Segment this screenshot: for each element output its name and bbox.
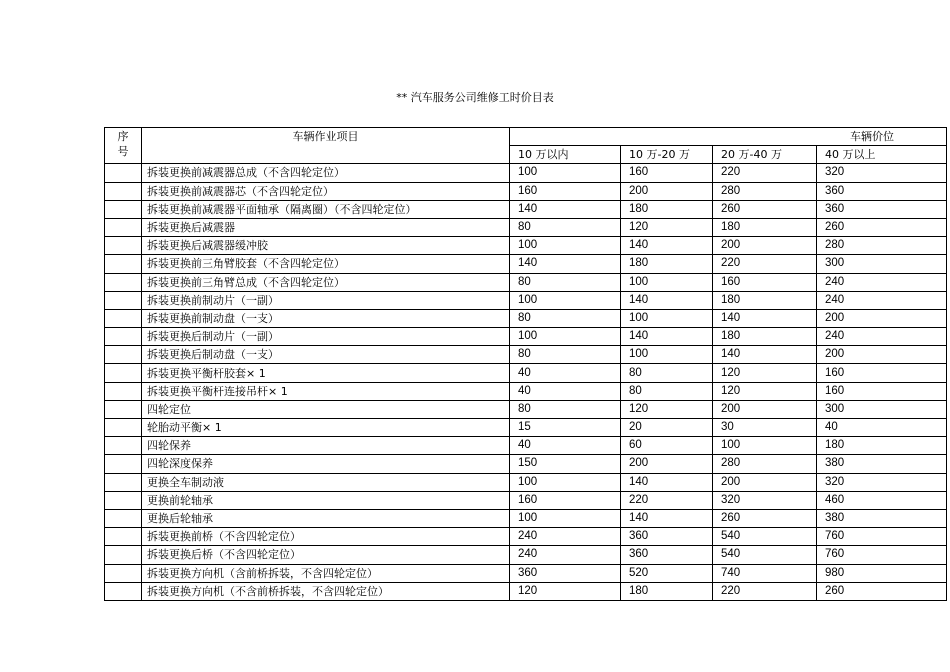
row-item-cell: 拆装更换前三角臂胶套（不含四轮定位） (142, 255, 510, 273)
header-seq-line2: 号 (117, 145, 129, 158)
row-price-cell: 460 (817, 491, 947, 509)
table-row (105, 218, 947, 236)
row-price-cell: 540 (713, 546, 817, 564)
row-price-cell: 220 (713, 582, 817, 600)
header-seq (105, 128, 142, 164)
row-item-cell: 拆装更换前制动片（一副） (142, 291, 510, 309)
row-price-cell: 15 (510, 419, 621, 437)
row-price-cell: 30 (713, 419, 817, 437)
row-price-cell: 300 (817, 400, 947, 418)
row-price-cell: 380 (817, 509, 947, 527)
row-seq-cell (105, 564, 142, 582)
row-price-cell: 100 (510, 509, 621, 527)
row-item-cell: 拆装更换方向机（含前桥拆装，不含四轮定位） (142, 564, 510, 582)
table-row (105, 419, 947, 437)
row-seq-cell (105, 491, 142, 509)
table-row (105, 346, 947, 364)
row-price-cell: 100 (621, 346, 713, 364)
header-tier-1: 10 万以内 (510, 146, 621, 164)
row-price-cell: 200 (621, 455, 713, 473)
row-item-cell: 拆装更换前减震器总成（不含四轮定位） (142, 164, 510, 182)
table-row (105, 382, 947, 400)
row-price-cell: 360 (621, 528, 713, 546)
table-row (105, 309, 947, 327)
row-price-cell: 240 (510, 546, 621, 564)
row-seq-cell (105, 346, 142, 364)
row-seq-cell (105, 218, 142, 236)
header-seq-line1: 序 (117, 130, 129, 143)
row-price-cell: 100 (713, 437, 817, 455)
row-item-cell: 拆装更换后减震器 (142, 218, 510, 236)
row-price-cell: 540 (713, 528, 817, 546)
row-price-cell: 200 (713, 473, 817, 491)
row-price-cell: 280 (713, 455, 817, 473)
table-row (105, 528, 947, 546)
row-price-cell: 100 (510, 291, 621, 309)
row-item-cell: 拆装更换后减震器缓冲胶 (142, 237, 510, 255)
table-row (105, 200, 947, 218)
row-price-cell: 140 (713, 346, 817, 364)
row-price-cell: 140 (510, 200, 621, 218)
row-price-cell: 180 (713, 328, 817, 346)
row-item-cell: 更换前轮轴承 (142, 491, 510, 509)
table-row (105, 364, 947, 382)
row-price-cell: 120 (713, 364, 817, 382)
row-price-cell: 760 (817, 546, 947, 564)
row-price-cell: 100 (510, 473, 621, 491)
row-price-cell: 100 (510, 237, 621, 255)
row-price-cell: 180 (817, 437, 947, 455)
row-price-cell: 160 (510, 491, 621, 509)
row-seq-cell (105, 528, 142, 546)
row-price-cell: 240 (817, 328, 947, 346)
row-price-cell: 180 (621, 200, 713, 218)
row-price-cell: 280 (713, 182, 817, 200)
row-seq-cell (105, 255, 142, 273)
row-price-cell: 980 (817, 564, 947, 582)
row-price-cell: 180 (713, 291, 817, 309)
row-seq-cell (105, 364, 142, 382)
row-seq-cell (105, 455, 142, 473)
row-price-cell: 180 (621, 255, 713, 273)
table-row (105, 164, 947, 182)
row-price-cell: 100 (621, 309, 713, 327)
price-table-body (105, 128, 947, 601)
row-price-cell: 80 (510, 400, 621, 418)
row-price-cell: 80 (510, 273, 621, 291)
row-price-cell: 100 (510, 164, 621, 182)
row-price-cell: 200 (817, 346, 947, 364)
row-price-cell: 80 (510, 309, 621, 327)
row-price-cell: 380 (817, 455, 947, 473)
row-item-cell: 四轮保养 (142, 437, 510, 455)
table-row (105, 437, 947, 455)
row-seq-cell (105, 291, 142, 309)
row-price-cell: 520 (621, 564, 713, 582)
row-item-cell: 四轮深度保养 (142, 455, 510, 473)
table-row (105, 255, 947, 273)
row-price-cell: 120 (621, 400, 713, 418)
row-item-cell: 拆装更换后制动片（一副） (142, 328, 510, 346)
row-price-cell: 140 (510, 255, 621, 273)
row-price-cell: 320 (817, 473, 947, 491)
row-seq-cell (105, 237, 142, 255)
header-tier-4: 40 万以上 (817, 146, 947, 164)
row-item-cell: 更换全车制动液 (142, 473, 510, 491)
row-price-cell: 120 (621, 218, 713, 236)
row-price-cell: 120 (510, 582, 621, 600)
row-seq-cell (105, 164, 142, 182)
table-row (105, 546, 947, 564)
row-price-cell: 200 (713, 237, 817, 255)
row-price-cell: 220 (713, 255, 817, 273)
row-price-cell: 150 (510, 455, 621, 473)
row-price-cell: 260 (713, 509, 817, 527)
row-price-cell: 360 (510, 564, 621, 582)
table-row (105, 455, 947, 473)
row-price-cell: 40 (817, 419, 947, 437)
row-price-cell: 360 (817, 200, 947, 218)
row-item-cell: 拆装更换前桥（不含四轮定位） (142, 528, 510, 546)
row-price-cell: 140 (621, 237, 713, 255)
header-price-group: 车辆价位 (510, 128, 947, 146)
table-row (105, 291, 947, 309)
row-item-cell: 拆装更换前三角臂总成（不含四轮定位） (142, 273, 510, 291)
row-price-cell: 180 (621, 582, 713, 600)
table-row (105, 182, 947, 200)
row-price-cell: 140 (621, 328, 713, 346)
table-row (105, 491, 947, 509)
row-price-cell: 20 (621, 419, 713, 437)
row-seq-cell (105, 273, 142, 291)
row-price-cell: 140 (621, 509, 713, 527)
row-price-cell: 280 (817, 237, 947, 255)
header-tier-3: 20 万-40 万 (713, 146, 817, 164)
row-seq-cell (105, 200, 142, 218)
row-seq-cell (105, 382, 142, 400)
row-price-cell: 160 (510, 182, 621, 200)
row-price-cell: 240 (817, 291, 947, 309)
row-price-cell: 360 (817, 182, 947, 200)
row-price-cell: 240 (510, 528, 621, 546)
row-item-cell: 拆装更换平衡杆胶套× 1 (142, 364, 510, 382)
row-price-cell: 200 (817, 309, 947, 327)
row-price-cell: 100 (621, 273, 713, 291)
table-row (105, 582, 947, 600)
row-price-cell: 60 (621, 437, 713, 455)
row-seq-cell (105, 400, 142, 418)
row-price-cell: 180 (713, 218, 817, 236)
row-seq-cell (105, 473, 142, 491)
row-item-cell: 拆装更换后制动盘（一支） (142, 346, 510, 364)
row-seq-cell (105, 309, 142, 327)
row-item-cell: 拆装更换前减震器芯（不含四轮定位） (142, 182, 510, 200)
row-seq-cell (105, 328, 142, 346)
row-price-cell: 160 (817, 364, 947, 382)
row-price-cell: 320 (817, 164, 947, 182)
row-price-cell: 100 (510, 328, 621, 346)
row-price-cell: 140 (713, 309, 817, 327)
header-row-1 (105, 128, 947, 146)
table-row (105, 237, 947, 255)
row-price-cell: 740 (713, 564, 817, 582)
row-price-cell: 200 (621, 182, 713, 200)
table-row (105, 564, 947, 582)
row-seq-cell (105, 437, 142, 455)
table-row (105, 509, 947, 527)
row-seq-cell (105, 509, 142, 527)
row-seq-cell (105, 419, 142, 437)
row-price-cell: 140 (621, 473, 713, 491)
row-price-cell: 220 (713, 164, 817, 182)
row-price-cell: 140 (621, 291, 713, 309)
row-price-cell: 40 (510, 382, 621, 400)
row-item-cell: 四轮定位 (142, 400, 510, 418)
document-title: ** 汽车服务公司维修工时价目表 (396, 91, 554, 104)
row-price-cell: 160 (817, 382, 947, 400)
row-price-cell: 240 (817, 273, 947, 291)
row-price-cell: 360 (621, 546, 713, 564)
row-item-cell: 拆装更换平衡杆连接吊杆× 1 (142, 382, 510, 400)
row-price-cell: 40 (510, 437, 621, 455)
row-price-cell: 80 (621, 364, 713, 382)
row-price-cell: 320 (713, 491, 817, 509)
row-item-cell: 拆装更换方向机（不含前桥拆装，不含四轮定位） (142, 582, 510, 600)
row-seq-cell (105, 546, 142, 564)
row-price-cell: 160 (621, 164, 713, 182)
row-seq-cell (105, 582, 142, 600)
table-row (105, 473, 947, 491)
table-row (105, 400, 947, 418)
row-item-cell: 轮胎动平衡× 1 (142, 419, 510, 437)
row-price-cell: 220 (621, 491, 713, 509)
row-item-cell: 拆装更换前制动盘（一支） (142, 309, 510, 327)
table-row (105, 273, 947, 291)
header-tier-2: 10 万-20 万 (621, 146, 713, 164)
row-price-cell: 80 (510, 218, 621, 236)
table-row (105, 328, 947, 346)
row-price-cell: 200 (713, 400, 817, 418)
header-item: 车辆作业项目 (142, 128, 510, 164)
row-item-cell: 拆装更换前减震器平面轴承（隔离圈）（不含四轮定位） (142, 200, 510, 218)
price-table (104, 127, 947, 601)
row-item-cell: 拆装更换后桥（不含四轮定位） (142, 546, 510, 564)
row-price-cell: 760 (817, 528, 947, 546)
row-seq-cell (105, 182, 142, 200)
row-price-cell: 260 (713, 200, 817, 218)
row-price-cell: 80 (621, 382, 713, 400)
row-item-cell: 更换后轮轴承 (142, 509, 510, 527)
row-price-cell: 260 (817, 218, 947, 236)
row-price-cell: 160 (713, 273, 817, 291)
row-price-cell: 120 (713, 382, 817, 400)
row-price-cell: 300 (817, 255, 947, 273)
row-price-cell: 260 (817, 582, 947, 600)
row-price-cell: 40 (510, 364, 621, 382)
row-price-cell: 80 (510, 346, 621, 364)
